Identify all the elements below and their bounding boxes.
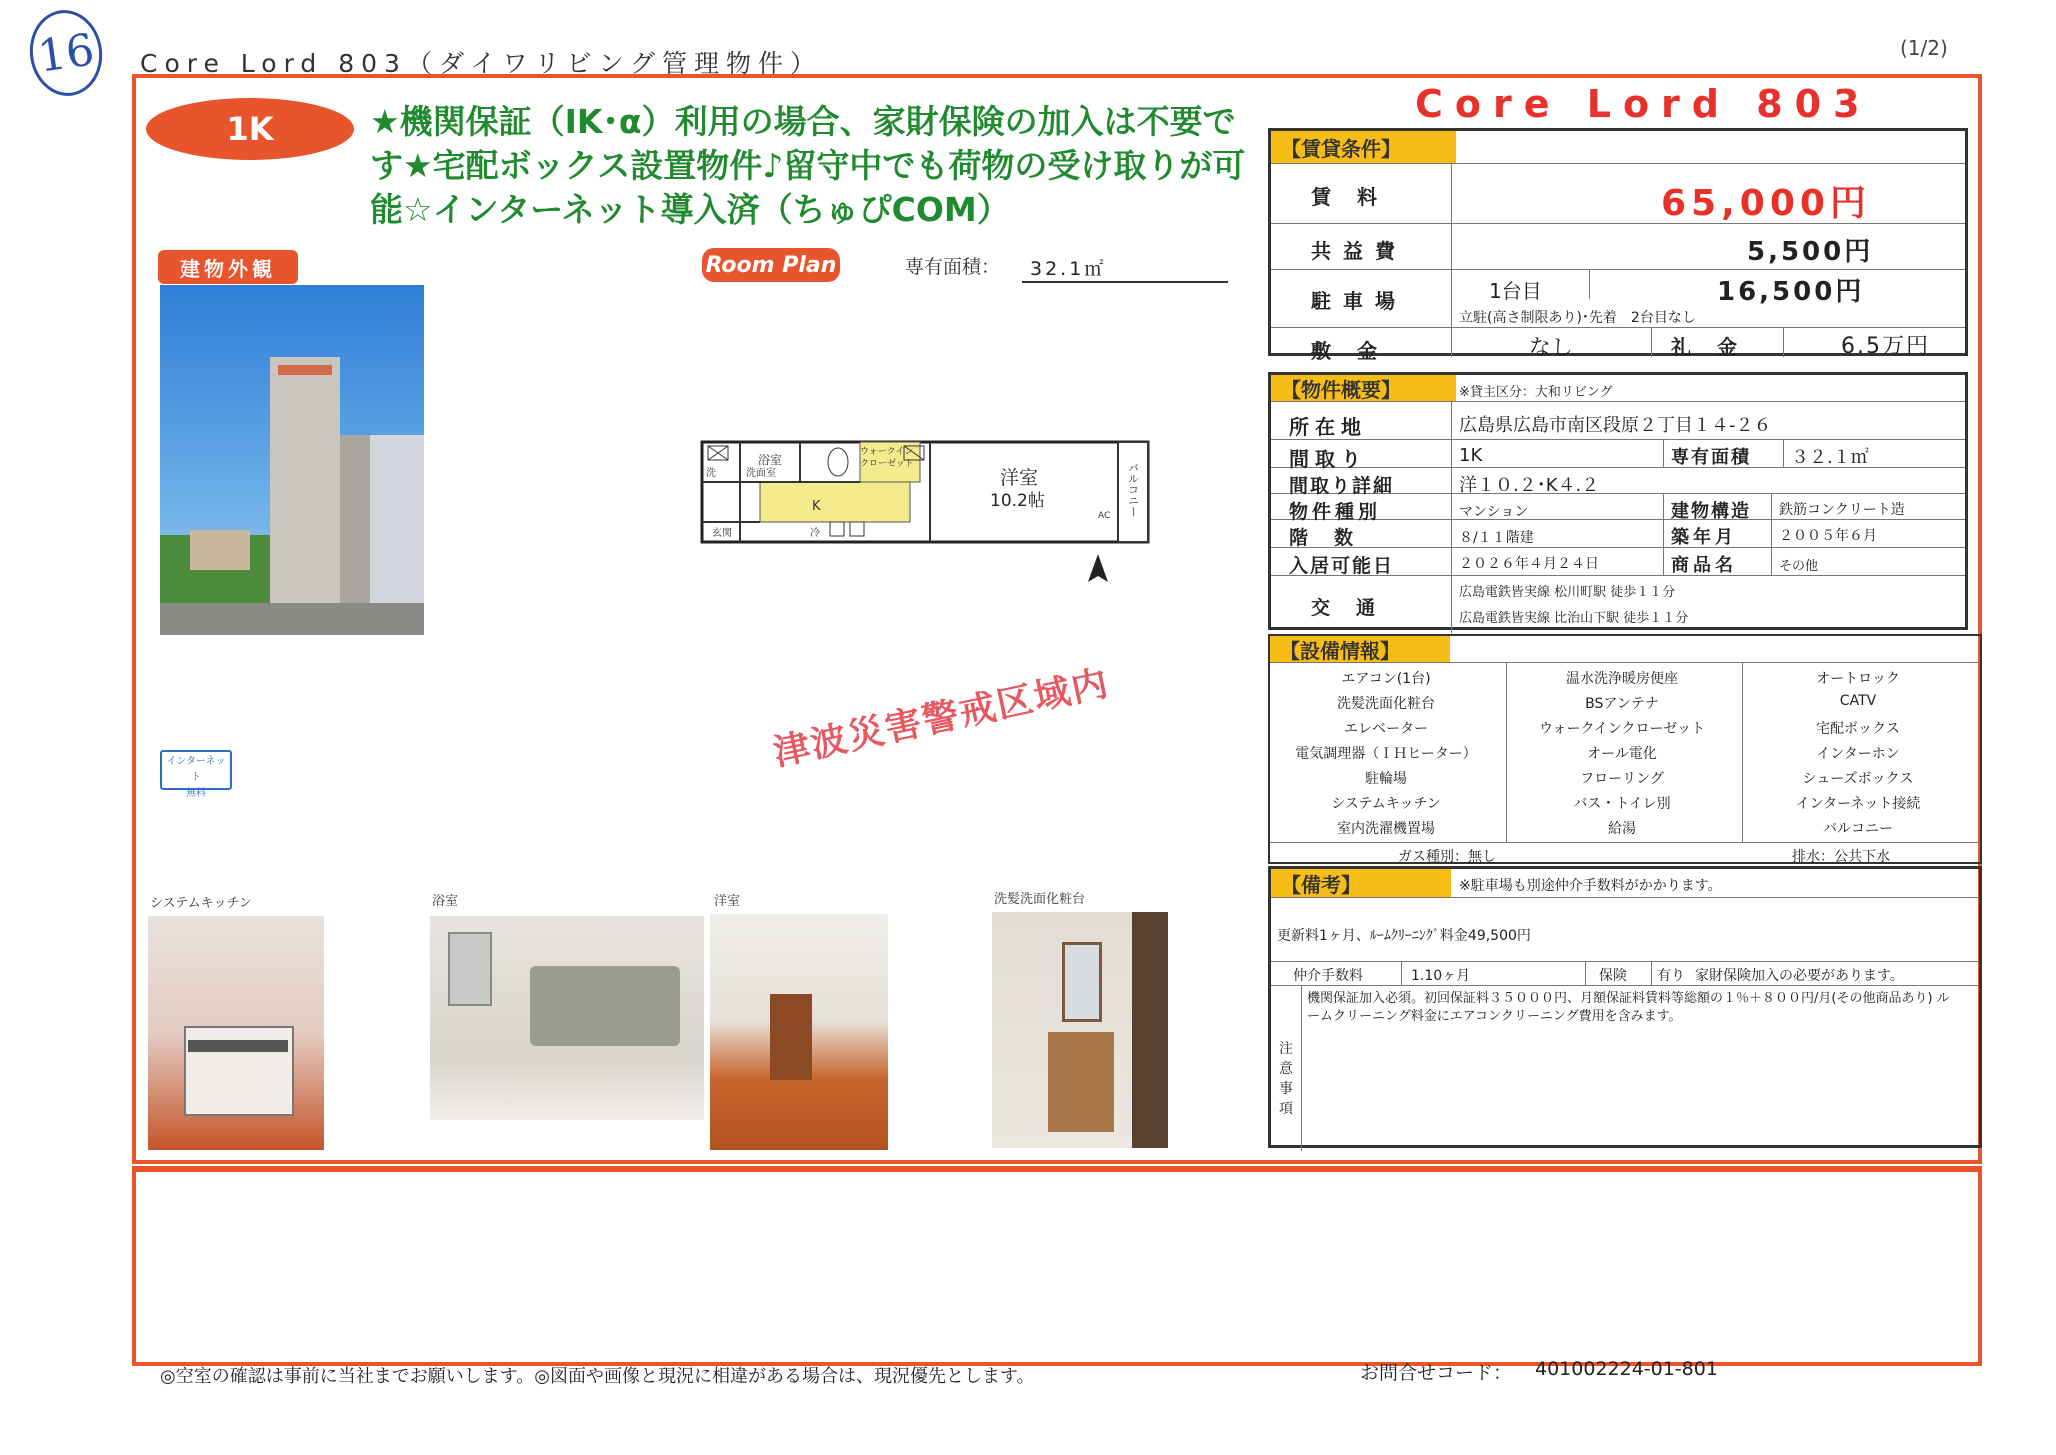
room-type-badge: 1K xyxy=(146,98,354,160)
area-value-overview: ３２.１㎡ xyxy=(1791,447,1869,468)
equip-shoe-box: シューズボックス xyxy=(1802,771,1914,787)
caution-label: 注意事項 xyxy=(1279,1041,1293,1117)
parking-fee: 16,500円 xyxy=(1717,277,1865,307)
property-name: Core Lord 803 xyxy=(1415,82,1872,126)
transport-label: 交通 xyxy=(1311,597,1402,619)
western-room-label: 洋室 xyxy=(1000,467,1039,489)
caution-line-2: ームクリーニング料金にエアコンクリーニング費用を含みます。 xyxy=(1307,1009,1682,1024)
photo-caption-vanity: 洗髪洗面化粧台 xyxy=(994,892,1086,907)
floor-label: 階数 xyxy=(1289,527,1380,549)
equip-walkin-closet: ウォークインクローゼット xyxy=(1539,721,1705,737)
photo-caption-western-room: 洋室 xyxy=(714,894,741,909)
insurance-label: 保険 xyxy=(1599,968,1627,984)
equip-balcony: バルコニー xyxy=(1823,821,1893,837)
property-overview-table xyxy=(1268,372,1968,630)
deposit-label: 敷金 xyxy=(1311,339,1403,363)
caution-line-1: 機関保証加入必須。初回保証料３５０００円、月額保証料賃料等総額の１％＋８００円/月(その他商品あり) ル xyxy=(1307,991,1950,1006)
floor-value: ８/１１階建 xyxy=(1459,530,1534,546)
equip-system-kitchen: システムキッチン xyxy=(1331,796,1441,812)
layout-detail-label: 間取り詳細 xyxy=(1289,475,1395,497)
equip-catv: CATV xyxy=(1839,693,1877,709)
key-money-value: 6.5万円 xyxy=(1841,334,1930,359)
walkin-closet-label-2: クローゼット xyxy=(860,459,914,469)
movein-value: ２０２６年４月２４日 xyxy=(1459,556,1599,572)
built-value: ２００５年６月 xyxy=(1779,528,1877,544)
remarks-table xyxy=(1268,866,1982,1148)
area-label: 専有面積： xyxy=(905,256,1001,278)
room-plan-tag: Room Plan xyxy=(702,248,840,282)
property-type-value: マンション xyxy=(1459,504,1529,520)
equip-bicycle-parking: 駐輪場 xyxy=(1365,771,1407,787)
internet-badge-line1: インターネット xyxy=(166,756,226,783)
photo-caption-kitchen: システムキッチン xyxy=(150,896,252,911)
equip-separate-bath: バス・トイレ別 xyxy=(1573,796,1671,812)
layout-value: 1K xyxy=(1459,445,1483,466)
equip-hot-water: 給湯 xyxy=(1608,821,1636,837)
address-value: 広島県広島市南区段原２丁目１４-２６ xyxy=(1459,415,1772,436)
insurance-value: 有り xyxy=(1657,968,1685,984)
brokerage-label: 仲介手数料 xyxy=(1293,968,1363,984)
property-type-label: 物件種別 xyxy=(1289,501,1382,523)
layout-label: 間取り xyxy=(1289,447,1367,471)
parking-slot: 1台目 xyxy=(1489,279,1542,303)
balcony-label: バルコニー xyxy=(1126,462,1140,517)
product-value: その他 xyxy=(1779,559,1819,574)
photo-western-room xyxy=(710,914,888,1150)
brokerage-value: 1.10ヶ月 xyxy=(1411,968,1471,984)
structure-value: 鉄筋コンクリート造 xyxy=(1779,502,1905,518)
drainage-type: 排水：公共下水 xyxy=(1792,849,1890,865)
page-number: (1/2) xyxy=(1900,36,1948,60)
area-value: 32.1㎡ xyxy=(1022,254,1228,283)
equip-vanity: 洗髪洗面化粧台 xyxy=(1337,696,1435,712)
rent-value: 65,000円 xyxy=(1661,183,1871,224)
bath-label: 浴室 xyxy=(758,453,783,467)
product-label: 商品名 xyxy=(1671,555,1737,576)
internet-badge-line2: 無料 xyxy=(186,788,206,799)
parking-note: 立駐(高さ制限あり)･先着 2台目なし xyxy=(1459,310,1696,326)
north-arrow-icon xyxy=(1086,552,1110,586)
walkin-closet-label: ウォークイン xyxy=(860,447,914,457)
contact-code: 401002224-01-801 xyxy=(1535,1358,1718,1380)
equip-delivery-box: 宅配ボックス xyxy=(1816,721,1900,737)
rent-label: 賃料 xyxy=(1311,185,1403,209)
renewal-fee: 更新料1ヶ月、ﾙｰﾑｸﾘｰﾆﾝｸﾞ料金49,500円 xyxy=(1277,928,1531,944)
common-fee-label: 共益費 xyxy=(1311,239,1407,263)
photo-kitchen xyxy=(148,916,324,1150)
exterior-photo xyxy=(160,285,424,635)
equip-intercom: インターホン xyxy=(1816,746,1900,762)
equip-internet: インターネット接続 xyxy=(1795,796,1921,812)
movein-label: 入居可能日 xyxy=(1289,555,1395,577)
rental-terms-table xyxy=(1268,128,1968,363)
handwritten-number: 16 xyxy=(24,5,107,100)
equip-washlet: 温水洗浄暖房便座 xyxy=(1566,671,1678,687)
lower-empty-frame xyxy=(132,1166,1982,1366)
equip-autolock: オートロック xyxy=(1816,671,1900,687)
parking-brokerage-note: ※駐車場も別途仲介手数料がかかります。 xyxy=(1459,878,1722,894)
terms-header: 【賃貸条件】 xyxy=(1271,131,1456,163)
kitchen-label: K xyxy=(812,499,821,514)
fridge-label: 冷 xyxy=(810,528,820,539)
headline: ★機関保証（IK･α）利用の場合、家財保険の加入は不要です★宅配ボックス設置物件♪留守中でも荷物の受け取りが可能☆インターネット導入済（ちゅぴCOM） xyxy=(370,102,1246,229)
wash-mark: 洗 xyxy=(706,468,716,479)
equipment-table xyxy=(1268,634,1982,864)
equip-flooring: フローリング xyxy=(1580,771,1664,787)
owner-note: ※貸主区分：大和リビング xyxy=(1459,385,1613,400)
equip-ih-cooker: 電気調理器（ＩＨヒーター） xyxy=(1295,746,1477,762)
footer-disclaimer: ◎空室の確認は事前に当社までお願いします。◎図面や画像と現況に相違がある場合は、現況優先とします。 xyxy=(160,1366,1035,1387)
photo-caption-bath: 浴室 xyxy=(432,894,459,909)
area-label-overview: 専有面積 xyxy=(1671,447,1751,468)
photo-vanity xyxy=(992,912,1168,1148)
overview-header: 【物件概要】 xyxy=(1271,375,1456,401)
address-label: 所在地 xyxy=(1289,415,1367,439)
layout-detail-value: 洋１０.２･K４.２ xyxy=(1459,475,1600,496)
floor-plan xyxy=(700,432,1150,552)
equip-elevator: エレベーター xyxy=(1344,721,1428,737)
internet-free-badge xyxy=(160,750,232,799)
photo-bath xyxy=(430,916,704,1120)
built-label: 築年月 xyxy=(1671,527,1737,548)
insurance-note: 家財保険加入の必要があります。 xyxy=(1695,968,1904,984)
entrance-label: 玄関 xyxy=(712,528,732,539)
washroom-label: 洗面室 xyxy=(746,468,776,479)
equip-washer-space: 室内洗濯機置場 xyxy=(1337,821,1435,837)
tsunami-warning-stamp: 津波災害警戒区域内 xyxy=(770,662,1114,775)
equip-aircon: エアコン(1台) xyxy=(1341,671,1431,687)
western-room-size: 10.2帖 xyxy=(990,491,1045,511)
transport-line-1: 広島電鉄皆実線 松川町駅 徒歩１１分 xyxy=(1459,585,1676,600)
ac-label: AC xyxy=(1098,511,1111,521)
equip-bs-antenna: BSアンテナ xyxy=(1585,696,1659,712)
contact-code-label: お問合せコード： xyxy=(1360,1362,1513,1384)
equipment-header: 【設備情報】 xyxy=(1270,636,1450,662)
deposit-value: なし xyxy=(1529,336,1574,361)
exterior-tag: 建物外観 xyxy=(158,250,298,284)
key-money-label: 礼金 xyxy=(1671,335,1763,359)
document-title: Core Lord 803（ダイワリビング管理物件） xyxy=(140,49,822,78)
common-fee-value: 5,500円 xyxy=(1747,237,1874,267)
remarks-header: 【備考】 xyxy=(1271,869,1451,897)
gas-type: ガス種別：無し xyxy=(1398,849,1496,865)
parking-label: 駐車場 xyxy=(1311,289,1407,313)
structure-label: 建物構造 xyxy=(1671,501,1751,522)
transport-line-2: 広島電鉄皆実線 比治山下駅 徒歩１１分 xyxy=(1459,611,1689,626)
equip-all-electric: オール電化 xyxy=(1587,746,1657,762)
